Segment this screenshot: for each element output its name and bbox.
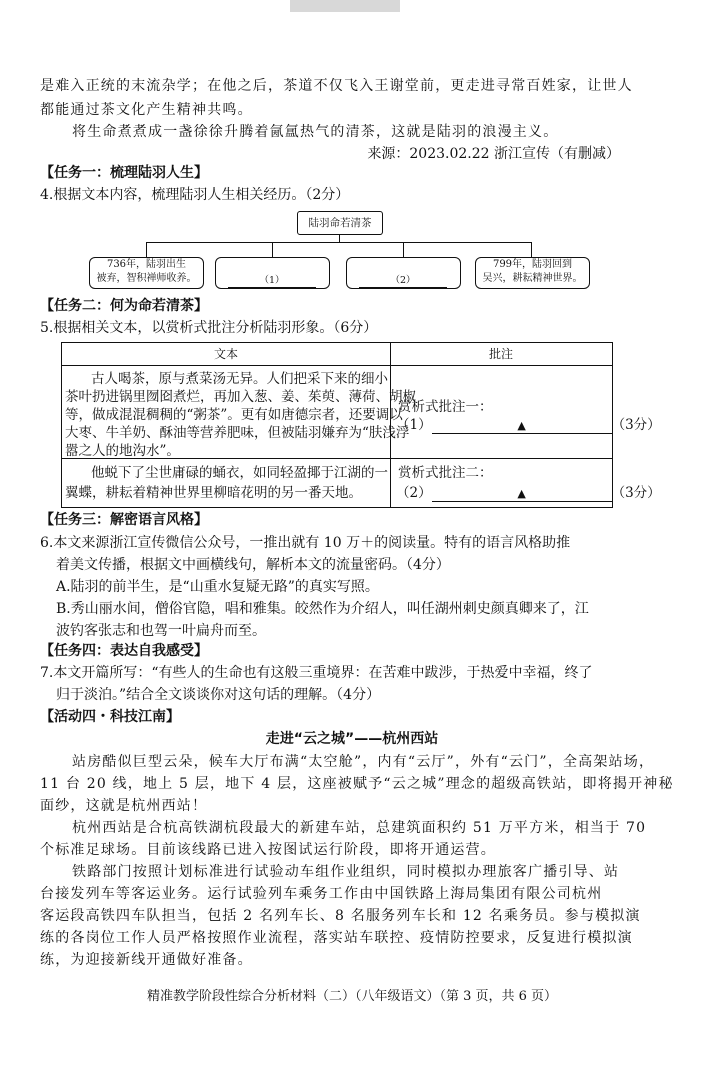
diagram-connector — [272, 242, 273, 257]
article-p3-line: 练的各岗位工作人员严格按照作业流程，落实站车联控、疫情防控要求，反复进行模拟演 — [40, 930, 633, 946]
leaf-text: 799年，陆羽回到 — [492, 259, 573, 270]
question-7-line-2: 归于淡泊。”结合全文谈谈你对这句话的理解。（4分） — [56, 687, 381, 703]
diagram-connector — [403, 242, 404, 257]
page-footer: 精准教学阶段性综合分析材料（二）（八年级语文）（第 3 页，共 6 页） — [146, 989, 558, 1004]
diagram-connector — [339, 234, 340, 242]
task4-heading: 【任务四：表达自我感受】 — [40, 643, 208, 659]
activity4-heading: 【活动四・科技江南】 — [40, 709, 180, 725]
diagram-leaf-return — [475, 257, 590, 289]
diagram-branch-line — [146, 242, 532, 243]
diagram-connector — [146, 242, 147, 257]
row2-text-line: 翼蝶，耕耘着精神世界里柳暗花明的另一番天地。 — [65, 485, 362, 501]
row2-text-line: 他蜕下了尘世庸碌的蛹衣，如同轻盈揶于江湖的一 — [91, 465, 388, 481]
option-b-line-1: B.秀山丽水间，僧俗官隐，唱和雅集。皎然作为介绍人，叫任湖州刺史颜真卿来了，江 — [56, 601, 589, 617]
row1-text-line: 大枣、牛羊奶、酥油等营养肥味，但被陆羽嫌弃为“肤浅浮 — [65, 425, 410, 441]
diagram-leaf-birth — [89, 257, 204, 289]
intro-line-3: 将生命煮煮成一盏徐徐升腾着氤氲热气的清茶，这就是陆羽的浪漫主义。 — [72, 124, 559, 140]
intro-line-2: 都能通过茶文化产生精神共鸣。 — [40, 102, 253, 118]
diagram-connector — [531, 242, 532, 257]
article-p3-line: 客运段高铁四车队担当，包括 2 名列车长、8 名服务列车长和 12 名乘务员。参与模拟演 — [40, 908, 641, 924]
article-p3-line: 台接发列车等客运业务。运行试验列车乘务工作由中国铁路上海局集团有限公司杭州 — [40, 886, 603, 902]
note-2-number: （2） — [396, 485, 432, 501]
leaf-text: 吴兴，耕耘精神世界。 — [482, 273, 583, 284]
row1-text-line: 嚣之人的地沟水”。 — [65, 443, 180, 459]
diagram-leaf-blank-1 — [215, 257, 330, 289]
row1-text-line: 古人喝茶，原与煮菜汤无异。人们把采下来的细小 — [91, 371, 388, 387]
task2-heading: 【任务二：何为命若清茶】 — [40, 298, 208, 314]
row1-text-line: 茶叶扔进锅里囫囵煮烂，再加入葱、姜、茱萸、薄荷、胡椒 — [65, 389, 416, 405]
scan-artifact — [290, 0, 400, 12]
table-divider — [62, 365, 612, 366]
answer-blank-1[interactable]: （1） — [228, 275, 316, 288]
row1-text-line: 等，做成混混稠稠的“粥茶”。更有如唐德宗者，还要调以 — [65, 407, 403, 423]
article-p3-line: 铁路部门按照计划标准进行试验动车组作业组织，同时模拟办理旅客广播引导、站 — [72, 864, 620, 880]
leaf-text: 被弃，智积禅师收养。 — [96, 273, 197, 284]
annotation-table — [61, 342, 661, 508]
question-4: 4.根据文本内容，梳理陆羽人生相关经历。（2分） — [40, 187, 350, 203]
article-p2-line: 个标准足球场。目前该线路已进入按图试运行阶段，即将开通运营。 — [40, 842, 496, 858]
triangle-icon: ▲ — [517, 418, 526, 432]
col-header-note: 批注 — [489, 347, 514, 361]
article-title: 走进“云之城”——杭州西站 — [265, 731, 439, 747]
task3-heading: 【任务三：解密语言风格】 — [40, 512, 208, 528]
article-p1-line: 11 台 20 线，地上 5 层，地下 4 层，这座被赋予“云之城”理念的超级高铁站，即将揭开神秘 — [40, 776, 674, 792]
note-2-line — [396, 483, 661, 503]
question-7-line-1: 7.本文开篇所写：“有些人的生命也有这般三重境界：在苦难中跋涉，于热爱中幸福，终了 — [40, 665, 593, 681]
article-p2-line: 杭州西站是合杭高铁湖杭段最大的新建车站，总建筑面积约 51 万平方米，相当于 70 — [72, 820, 647, 836]
triangle-icon: ▲ — [517, 486, 526, 500]
question-5: 5.根据相关文本，以赏析式批注分析陆羽形象。（6分） — [40, 320, 378, 336]
article-p3-line: 练，为迎接新线开通做好准备。 — [40, 952, 253, 968]
col-header-text: 文本 — [214, 347, 239, 361]
note-1-answer-field[interactable] — [432, 418, 612, 434]
leaf-text: 736年，陆羽出生 — [106, 259, 187, 270]
option-b-line-2: 波钓客张志和也驾一叶扁舟而至。 — [56, 623, 266, 639]
note-1-number: （1） — [396, 417, 432, 433]
note-1-line — [396, 415, 661, 435]
question-6-line-2: 着美文传播，根据文中画横线句，解析本文的流量密码。（4分） — [56, 557, 450, 573]
article-p1-line: 站房酷似巨型云朵，候车大厅布满“太空舱”，内有“云厅”，外有“云门”，全高架站场， — [72, 754, 655, 770]
question-6-line-1: 6.本文来源浙江宣传微信公众号，一推出就有 10 万＋的阅读量。特有的语言风格助推 — [40, 535, 571, 551]
answer-blank-2[interactable]: （2） — [359, 275, 447, 288]
note-2-label: 赏析式批注二： — [398, 465, 493, 481]
source-note: 来源：2023.02.22 浙江宣传（有删减） — [367, 146, 620, 162]
note-1-score: （3分） — [611, 417, 661, 433]
task1-heading: 【任务一：梳理陆羽人生】 — [40, 165, 208, 181]
diagram-root: 陆羽命若清茶 — [297, 211, 383, 235]
note-1-label: 赏析式批注一： — [398, 399, 493, 415]
intro-line-1: 是难入正统的末流杂学；在他之后，茶道不仅飞入王谢堂前，更走进寻常百姓家，让世人 — [40, 78, 633, 94]
option-a: A.陆羽的前半生，是“山重水复疑无路”的真实写照。 — [56, 579, 379, 595]
note-2-answer-field[interactable] — [432, 486, 612, 502]
diagram-leaf-blank-2 — [346, 257, 461, 289]
note-2-score: （3分） — [611, 485, 661, 501]
article-p1-line: 面纱，这就是杭州西站！ — [40, 798, 208, 814]
